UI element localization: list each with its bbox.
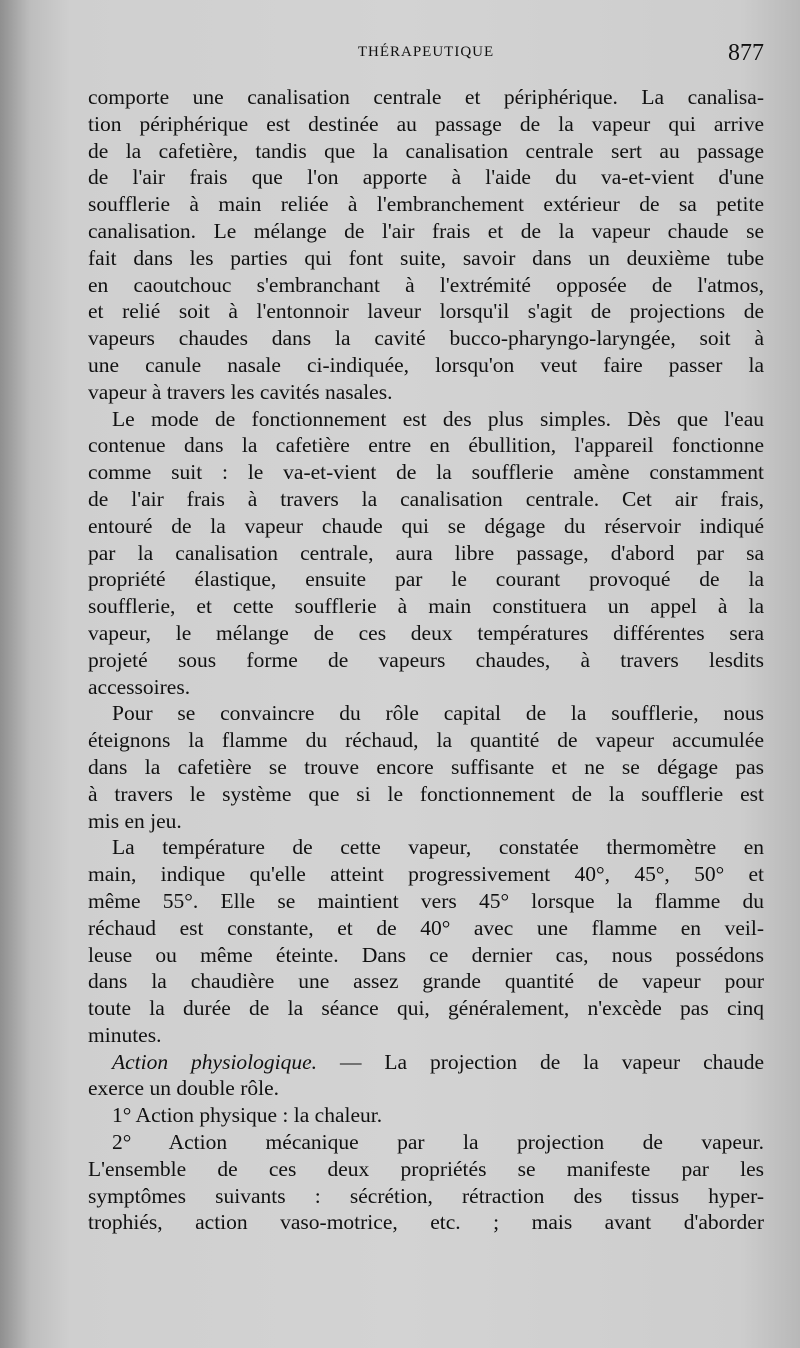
text-line: soufflerie à main reliée à l'embranchement extérieur de sa petite: [88, 192, 764, 217]
text-line: canalisation. Le mélange de l'air frais et de la vapeur chaude se: [88, 218, 764, 243]
text-line: Le mode de fonctionnement est des plus simples. Dès que l'eau: [112, 406, 764, 431]
text-line: leuse ou même éteinte. Dans ce dernier cas, nous possédons: [88, 942, 764, 967]
text-line: réchaud est constante, et de 40° avec une flamme en veil-: [88, 915, 764, 940]
text-line: comporte une canalisation centrale et périphérique. La canalisa-: [88, 85, 764, 109]
text-line: 1° Action physique : la chaleur.: [112, 1103, 383, 1128]
text-line: propriété élastique, ensuite par le courant provoqué de la: [88, 567, 764, 592]
text-line: et relié soit à l'entonnoir laveur lorsqu'il s'agit de projections de: [88, 299, 764, 324]
heading-continuation: — La projection de la vapeur chaude: [317, 1049, 764, 1074]
text-line: vapeur à travers les cavités nasales.: [88, 379, 393, 404]
text-line: vapeur, le mélange de ces deux températures différentes sera: [88, 620, 764, 645]
text-line: minutes.: [88, 1022, 162, 1047]
text-line: même 55°. Elle se maintient vers 45° lorsque la flamme du: [88, 888, 764, 913]
text-line: contenue dans la cafetière entre en ébullition, l'appareil fonctionne: [88, 433, 764, 458]
text-line: Pour se convaincre du rôle capital de la soufflerie, nous: [112, 701, 764, 726]
section-heading: Action physiologique.: [112, 1049, 318, 1074]
text-line: dans la chaudière une assez grande quantité de vapeur pour: [88, 969, 764, 994]
text-line: entouré de la vapeur chaude qui se dégage du réservoir indiqué: [88, 513, 764, 538]
body-text: [88, 84, 764, 1236]
running-title: THÉRAPEUTIQUE: [357, 44, 495, 60]
text-line: 2° Action mécanique par la projection de vapeur.: [112, 1130, 764, 1155]
text-line: éteignons la flamme du réchaud, la quantité de vapeur accumulée: [88, 728, 764, 753]
text-line: symptômes suivants : sécrétion, rétraction des tissus hyper-: [88, 1183, 764, 1208]
text-line: projeté sous forme de vapeurs chaudes, à travers lesdits: [88, 647, 764, 672]
page-header: [88, 40, 764, 80]
text-line: fait dans les parties qui font suite, savoir dans un deuxième tube: [88, 245, 764, 270]
text-line: tion périphérique est destinée au passage de la vapeur qui arrive: [88, 111, 764, 136]
text-line: exerce un double rôle.: [88, 1076, 280, 1101]
text-line: trophiés, action vaso-motrice, etc. ; mais avant d'aborder: [88, 1210, 764, 1235]
text-line: une canule nasale ci-indiquée, lorsqu'on veut faire passer la: [88, 352, 764, 377]
text-line: comme suit : le va-et-vient de la soufflerie amène constamment: [88, 460, 764, 485]
paragraph-3: [88, 700, 764, 834]
text-line: en caoutchouc s'embranchant à l'extrémité opposée de l'atmos,: [88, 272, 764, 297]
text-line: main, indique qu'elle atteint progressivement 40°, 45°, 50° et: [88, 862, 764, 887]
text-line: de la cafetière, tandis que la canalisation centrale sert au passage: [88, 138, 764, 163]
text-line: de l'air frais que l'on apporte à l'aide du va-et-vient d'une: [88, 165, 764, 190]
paragraph-1: [88, 84, 764, 406]
text-line: à travers le système que si le fonctionnement de la soufflerie est: [88, 781, 764, 806]
paragraph-4: [88, 834, 764, 1048]
text-line: toute la durée de la séance qui, généralement, n'excède pas cinq: [88, 996, 764, 1021]
paragraph-2: [88, 406, 764, 701]
paragraph-6: [88, 1102, 764, 1129]
page-number: 877: [728, 40, 764, 66]
text-line: de l'air frais à travers la canalisation centrale. Cet air frais,: [88, 486, 764, 511]
text-line: La température de cette vapeur, constatée thermomètre en: [112, 835, 764, 860]
text-line: dans la cafetière se trouve encore suffisante et ne se dégage pas: [88, 754, 764, 779]
text-line: L'ensemble de ces deux propriétés se manifeste par les: [88, 1156, 764, 1181]
text-line: soufflerie, et cette soufflerie à main constituera un appel à la: [88, 594, 764, 619]
paragraph-7: [88, 1129, 764, 1236]
text-line: vapeurs chaudes dans la cavité bucco-pharyngo-laryngée, soit à: [88, 326, 764, 351]
text-line: mis en jeu.: [88, 808, 182, 833]
paragraph-5: [88, 1049, 764, 1103]
text-line: [88, 1049, 764, 1076]
text-line: par la canalisation centrale, aura libre passage, d'abord par sa: [88, 540, 764, 565]
text-line: accessoires.: [88, 674, 191, 699]
